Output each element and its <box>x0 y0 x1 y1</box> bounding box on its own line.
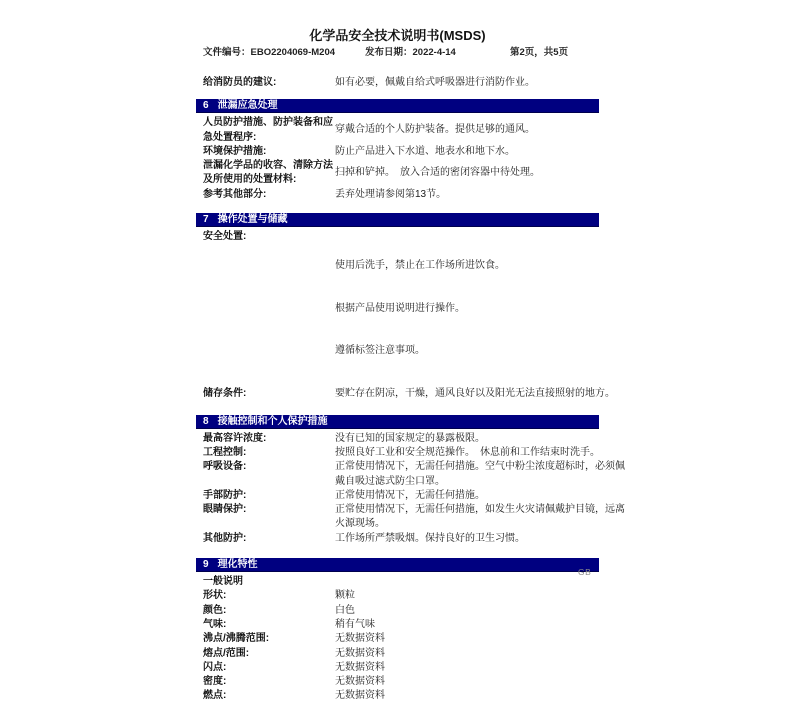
field-value: 按照良好工业和安全规范操作。 休息前和工作结束时洗手。 <box>335 446 600 458</box>
field-label: 储存条件: <box>203 388 247 400</box>
field-row-hand-protection <box>203 489 626 503</box>
field-row-environmental-precautions <box>203 145 626 159</box>
field-row-density <box>203 675 626 689</box>
field-row-engineering-controls <box>203 446 626 460</box>
page-indicator: 第2页，共5页 <box>510 47 569 58</box>
field-value: 无数据资料 <box>335 661 385 673</box>
field-row-flash-point <box>203 661 626 675</box>
field-value: 防止产品进入下水道、地表水和地下水。 <box>335 145 515 157</box>
section-number: 6 <box>203 100 209 112</box>
field-row-firefighter-advice <box>196 76 626 90</box>
field-row-storage-conditions <box>203 387 626 401</box>
field-value: 穿戴合适的个人防护装备。提供足够的通风。 <box>335 124 535 136</box>
subheading-label: 一般说明 <box>203 576 243 588</box>
section-header-8 <box>196 415 599 429</box>
field-row-personal-precautions <box>203 116 626 145</box>
field-value: 丢弃处理请参阅第13节。 <box>335 188 447 200</box>
doc-meta <box>196 47 626 59</box>
field-row-exposure-limit <box>203 432 626 446</box>
subheading-general-info <box>203 575 626 589</box>
field-value: 正常使用情况下，无需任何措施，如发生火灾请佩戴护目镜，远离火源现场。 <box>335 504 625 530</box>
section-title: 理化特性 <box>217 559 258 571</box>
section-header-7 <box>196 213 599 227</box>
doc-number <box>203 47 365 59</box>
value-line: 根据产品使用说明进行操作。 <box>335 302 465 314</box>
field-row-odor <box>203 618 626 632</box>
field-label: 闪点: <box>203 661 227 673</box>
section-number: 8 <box>203 415 209 427</box>
field-row-respiratory-equipment <box>203 460 626 489</box>
field-label: 熔点/范围: <box>203 647 250 659</box>
field-label: 手部防护: <box>203 489 247 501</box>
field-value: 无数据资料 <box>335 633 385 645</box>
field-row-eye-protection <box>203 503 626 532</box>
field-value: 如有必要，佩戴自给式呼吸器进行消防作业。 <box>335 77 535 88</box>
section-title: 接触控制和个人保护措施 <box>217 415 328 427</box>
field-label: 人员防护措施、防护装备和应急处置程序: <box>203 117 333 143</box>
field-row-form <box>203 589 626 603</box>
field-value: 白色 <box>335 604 355 616</box>
field-row-safe-handling <box>203 230 626 387</box>
section-title: 操作处置与储藏 <box>217 214 288 226</box>
section-number: 9 <box>203 559 209 571</box>
field-row-reference-other <box>203 188 626 202</box>
page-footer-code: GB <box>578 567 592 577</box>
field-label: 燃点: <box>203 690 227 702</box>
section-number: 7 <box>203 214 209 226</box>
section-9-content <box>196 572 626 704</box>
field-label: 给消防员的建议: <box>203 77 277 88</box>
section-8-content <box>196 429 626 546</box>
field-row-ignition-point <box>203 689 626 703</box>
field-label: 环境保护措施: <box>203 145 267 157</box>
section-header-6 <box>196 99 599 113</box>
field-value: 扫掉和铲掉。 放入合适的密闭容器中待处理。 <box>335 167 540 179</box>
field-value: 稍有气味 <box>335 618 375 630</box>
page-title: 化学品安全技术说明书(MSDS) <box>309 28 486 43</box>
value-line: 使用后洗手，禁止在工作场所进饮食。 <box>335 259 505 271</box>
field-label: 呼吸设备: <box>203 461 247 473</box>
section-7-content <box>196 227 626 402</box>
section-header-9 <box>196 558 599 572</box>
field-value: 正常使用情况下，无需任何措施。 <box>335 489 485 501</box>
field-value: 无数据资料 <box>335 690 385 702</box>
field-label: 参考其他部分: <box>203 188 267 200</box>
field-row-melting-point <box>203 647 626 661</box>
field-value: 无数据资料 <box>335 647 385 659</box>
field-row-containment-methods <box>203 159 626 188</box>
field-label: 工程控制: <box>203 446 247 458</box>
field-value: 颗粒 <box>335 590 355 602</box>
field-value: 无数据资料 <box>335 676 385 688</box>
field-row-color <box>203 604 626 618</box>
field-value: 没有已知的国家规定的暴露极限。 <box>335 432 485 444</box>
value-line: 遵循标签注意事项。 <box>335 345 425 357</box>
publish-date-label: 发布日期： <box>365 47 413 58</box>
field-label: 最高容许浓度: <box>203 432 267 444</box>
section-6-content <box>196 113 626 202</box>
field-label: 沸点/沸腾范围: <box>203 633 270 645</box>
field-value: 正常使用情况下，无需任何措施。空气中粉尘浓度超标时，必须佩戴自吸过滤式防尘口罩。 <box>335 461 625 487</box>
field-label: 颜色: <box>203 604 227 616</box>
field-value: 要贮存在阴凉，干燥，通风良好以及阳光无法直接照射的地方。 <box>335 388 615 400</box>
publish-date-value: 2022-4-14 <box>412 47 456 58</box>
field-label: 安全处置: <box>203 231 247 243</box>
doc-number-label: 文件编号： <box>203 47 251 58</box>
field-label: 眼睛保护: <box>203 504 247 516</box>
field-label: 密度: <box>203 676 227 688</box>
field-row-other-protection <box>203 532 626 546</box>
field-row-boiling-point <box>203 632 626 646</box>
field-label: 气味: <box>203 618 227 630</box>
field-value: 工作场所严禁吸烟。保持良好的卫生习惯。 <box>335 532 525 544</box>
field-value <box>335 230 626 387</box>
doc-number-value: EBO2204069-M204 <box>250 47 336 58</box>
msds-document <box>196 28 626 704</box>
field-label: 形状: <box>203 590 227 602</box>
section-title: 泄漏应急处理 <box>217 100 278 112</box>
publish-date <box>365 47 510 59</box>
field-label: 泄漏化学品的收容、清除方法及所使用的处置材料: <box>203 160 333 186</box>
field-label: 其他防护: <box>203 532 247 544</box>
